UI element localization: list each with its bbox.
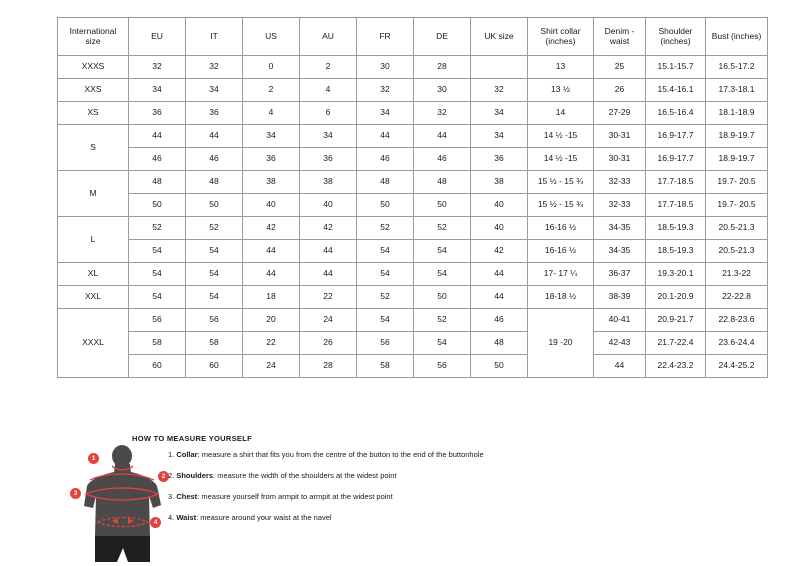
instruction-number: 2 xyxy=(168,471,173,480)
cell-international-size: XS xyxy=(58,102,129,125)
cell: 32-33 xyxy=(594,194,646,217)
cell: 22.8-23.6 xyxy=(706,309,768,332)
column-header-us: US xyxy=(243,18,300,56)
cell: 44 xyxy=(186,125,243,148)
cell: 46 xyxy=(129,148,186,171)
column-header-shoulder: Shoulder (inches) xyxy=(646,18,706,56)
cell: 36 xyxy=(243,148,300,171)
column-header-bust: Bust (inches) xyxy=(706,18,768,56)
cell: 24 xyxy=(300,309,357,332)
cell: 26 xyxy=(300,332,357,355)
cell: 18 xyxy=(243,286,300,309)
column-header-uk-size: UK size xyxy=(471,18,528,56)
cell: 20.9-21.7 xyxy=(646,309,706,332)
cell: 16-16 ½ xyxy=(528,240,594,263)
instruction-text: : measure yourself from armpit to armpit at the widest point xyxy=(197,492,393,501)
table-row xyxy=(58,148,768,171)
cell: 19 -20 xyxy=(528,309,594,378)
column-header-eu: EU xyxy=(129,18,186,56)
cell: 44 xyxy=(471,286,528,309)
cell: 18.9-19.7 xyxy=(706,125,768,148)
column-header-fr: FR xyxy=(357,18,414,56)
instruction-label: Collar xyxy=(176,450,198,459)
cell: 50 xyxy=(471,355,528,378)
cell: 2 xyxy=(243,79,300,102)
column-header-shirt-collar: Shirt collar (inches) xyxy=(528,18,594,56)
cell: 44 xyxy=(243,263,300,286)
cell: 17.7-18.5 xyxy=(646,171,706,194)
cell: 38 xyxy=(243,171,300,194)
cell: 34 xyxy=(471,102,528,125)
cell: 56 xyxy=(186,309,243,332)
cell: 54 xyxy=(186,263,243,286)
cell: 52 xyxy=(129,217,186,240)
cell: 18.1-18.9 xyxy=(706,102,768,125)
cell: 42 xyxy=(471,240,528,263)
cell: 20.1-20.9 xyxy=(646,286,706,309)
cell: 34 xyxy=(243,125,300,148)
cell: 44 xyxy=(414,125,471,148)
size-table xyxy=(57,17,768,378)
cell: 42 xyxy=(243,217,300,240)
instruction-text: : measure around your waist at the navel xyxy=(196,513,332,522)
cell: 17.3-18.1 xyxy=(706,79,768,102)
cell: 15.4-16.1 xyxy=(646,79,706,102)
cell: 38-39 xyxy=(594,286,646,309)
table-row xyxy=(58,56,768,79)
cell: 22 xyxy=(243,332,300,355)
cell: 54 xyxy=(186,286,243,309)
cell: 36 xyxy=(300,148,357,171)
table-row xyxy=(58,79,768,102)
cell-international-size: XXXS xyxy=(58,56,129,79)
cell: 34 xyxy=(357,102,414,125)
cell xyxy=(471,56,528,79)
cell-international-size: L xyxy=(58,217,129,263)
cell: 4 xyxy=(300,79,357,102)
cell: 36 xyxy=(186,102,243,125)
cell: 44 xyxy=(594,355,646,378)
cell: 16.5-17.2 xyxy=(706,56,768,79)
instruction-line: 4. Waist: measure around your waist at the navel xyxy=(168,513,332,522)
cell: 15 ½ - 15 ¾ xyxy=(528,194,594,217)
cell: 56 xyxy=(129,309,186,332)
cell: 54 xyxy=(129,240,186,263)
cell: 25 xyxy=(594,56,646,79)
cell: 50 xyxy=(186,194,243,217)
cell: 54 xyxy=(414,263,471,286)
column-header-international-size: International size xyxy=(58,18,129,56)
cell: 40-41 xyxy=(594,309,646,332)
cell: 19.7- 20.5 xyxy=(706,194,768,217)
cell: 24.4-25.2 xyxy=(706,355,768,378)
cell: 48 xyxy=(186,171,243,194)
cell: 32 xyxy=(471,79,528,102)
cell-international-size: M xyxy=(58,171,129,217)
cell: 58 xyxy=(186,332,243,355)
cell: 52 xyxy=(357,217,414,240)
cell: 30-31 xyxy=(594,125,646,148)
cell: 16.9-17.7 xyxy=(646,148,706,171)
table-row xyxy=(58,332,768,355)
cell: 54 xyxy=(414,332,471,355)
cell: 44 xyxy=(471,263,528,286)
cell: 20.5-21.3 xyxy=(706,217,768,240)
cell: 15 ½ - 15 ¾ xyxy=(528,171,594,194)
cell: 46 xyxy=(186,148,243,171)
cell: 26 xyxy=(594,79,646,102)
instruction-line: 2. Shoulders: measure the width of the shoulders at the widest point xyxy=(168,471,397,480)
cell: 42 xyxy=(300,217,357,240)
cell: 38 xyxy=(300,171,357,194)
cell: 36 xyxy=(129,102,186,125)
cell: 48 xyxy=(357,171,414,194)
cell: 54 xyxy=(414,240,471,263)
cell: 34 xyxy=(186,79,243,102)
cell: 14 ½ -15 xyxy=(528,125,594,148)
cell: 16.5-16.4 xyxy=(646,102,706,125)
cell: 52 xyxy=(186,217,243,240)
cell: 48 xyxy=(129,171,186,194)
cell: 16.9-17.7 xyxy=(646,125,706,148)
cell: 52 xyxy=(414,217,471,240)
cell: 46 xyxy=(471,309,528,332)
cell: 21.7-22.4 xyxy=(646,332,706,355)
table-row xyxy=(58,217,768,240)
instruction-label: Waist xyxy=(176,513,197,522)
cell: 60 xyxy=(186,355,243,378)
marker-4: 4 xyxy=(150,517,161,528)
cell: 18.9-19.7 xyxy=(706,148,768,171)
cell: 22.4-23.2 xyxy=(646,355,706,378)
cell: 60 xyxy=(129,355,186,378)
cell: 48 xyxy=(471,332,528,355)
table-row xyxy=(58,355,768,378)
cell: 36 xyxy=(471,148,528,171)
instruction-number: 3 xyxy=(168,492,173,501)
table-body xyxy=(58,56,768,378)
cell: 40 xyxy=(471,194,528,217)
cell: 52 xyxy=(357,286,414,309)
instruction-label: Chest xyxy=(176,492,198,501)
cell: 28 xyxy=(414,56,471,79)
table-row xyxy=(58,263,768,286)
cell: 40 xyxy=(300,194,357,217)
cell: 34 xyxy=(300,125,357,148)
cell: 13 xyxy=(528,56,594,79)
table-header-row xyxy=(58,18,768,56)
marker-2: 2 xyxy=(158,471,169,482)
cell: 0 xyxy=(243,56,300,79)
instruction-line: 1. Collar: measure a shirt that fits you from the centre of the button to the end of the buttonhole xyxy=(168,450,484,459)
table-row xyxy=(58,240,768,263)
cell-international-size: XXXL xyxy=(58,309,129,378)
cell: 50 xyxy=(129,194,186,217)
column-header-denim-waist: Denim - waist xyxy=(594,18,646,56)
table-header xyxy=(58,18,768,56)
cell: 6 xyxy=(300,102,357,125)
measure-instructions xyxy=(168,450,598,534)
cell: 17.7-18.5 xyxy=(646,194,706,217)
cell: 18-18 ½ xyxy=(528,286,594,309)
cell: 19.7- 20.5 xyxy=(706,171,768,194)
cell: 14 ½ -15 xyxy=(528,148,594,171)
cell: 52 xyxy=(414,309,471,332)
cell: 13 ½ xyxy=(528,79,594,102)
cell: 34 xyxy=(129,79,186,102)
cell: 54 xyxy=(129,263,186,286)
table-row xyxy=(58,102,768,125)
cell: 19.3-20.1 xyxy=(646,263,706,286)
column-header-au: AU xyxy=(300,18,357,56)
cell: 44 xyxy=(129,125,186,148)
cell-international-size: S xyxy=(58,125,129,171)
column-header-it: IT xyxy=(186,18,243,56)
cell: 40 xyxy=(471,217,528,240)
cell: 22 xyxy=(300,286,357,309)
table-row xyxy=(58,309,768,332)
cell: 20 xyxy=(243,309,300,332)
cell: 2 xyxy=(300,56,357,79)
cell: 28 xyxy=(300,355,357,378)
cell: 34-35 xyxy=(594,217,646,240)
table-row xyxy=(58,194,768,217)
cell: 18.5-19.3 xyxy=(646,217,706,240)
cell: 22-22.8 xyxy=(706,286,768,309)
instruction-number: 1 xyxy=(168,450,173,459)
cell: 58 xyxy=(357,355,414,378)
cell: 50 xyxy=(414,286,471,309)
cell: 44 xyxy=(300,240,357,263)
cell: 50 xyxy=(414,194,471,217)
cell: 32 xyxy=(186,56,243,79)
cell: 54 xyxy=(357,240,414,263)
cell: 40 xyxy=(243,194,300,217)
cell: 18.5-19.3 xyxy=(646,240,706,263)
cell: 16-16 ½ xyxy=(528,217,594,240)
cell: 32 xyxy=(129,56,186,79)
cell: 54 xyxy=(186,240,243,263)
cell: 42-43 xyxy=(594,332,646,355)
cell: 20.5-21.3 xyxy=(706,240,768,263)
cell-international-size: XL xyxy=(58,263,129,286)
cell: 54 xyxy=(129,286,186,309)
cell: 30 xyxy=(414,79,471,102)
cell: 44 xyxy=(300,263,357,286)
instruction-line: 3. Chest: measure yourself from armpit to armpit at the widest point xyxy=(168,492,393,501)
cell-international-size: XXS xyxy=(58,79,129,102)
cell: 17- 17 ¼ xyxy=(528,263,594,286)
cell: 46 xyxy=(414,148,471,171)
cell: 30-31 xyxy=(594,148,646,171)
cell: 14 xyxy=(528,102,594,125)
cell: 32 xyxy=(357,79,414,102)
cell: 58 xyxy=(129,332,186,355)
cell: 36-37 xyxy=(594,263,646,286)
table-row xyxy=(58,171,768,194)
table-row xyxy=(58,286,768,309)
cell: 54 xyxy=(357,309,414,332)
cell: 32 xyxy=(414,102,471,125)
cell: 44 xyxy=(357,125,414,148)
marker-1: 1 xyxy=(88,453,99,464)
instruction-number: 4 xyxy=(168,513,173,522)
cell: 34 xyxy=(471,125,528,148)
marker-3: 3 xyxy=(70,488,81,499)
cell: 27-29 xyxy=(594,102,646,125)
cell: 38 xyxy=(471,171,528,194)
cell: 50 xyxy=(357,194,414,217)
cell: 48 xyxy=(414,171,471,194)
cell: 21.3-22 xyxy=(706,263,768,286)
table-row xyxy=(58,125,768,148)
instruction-text: : measure a shirt that fits you from the centre of the button to the end of the buttonhole xyxy=(197,450,484,459)
cell: 32-33 xyxy=(594,171,646,194)
cell: 34-35 xyxy=(594,240,646,263)
cell: 56 xyxy=(357,332,414,355)
cell: 23.6-24.4 xyxy=(706,332,768,355)
cell: 4 xyxy=(243,102,300,125)
cell-international-size: XXL xyxy=(58,286,129,309)
cell: 30 xyxy=(357,56,414,79)
how-to-measure-title: HOW TO MEASURE YOURSELF xyxy=(132,434,252,443)
cell: 44 xyxy=(243,240,300,263)
instruction-label: Shoulders xyxy=(176,471,214,480)
column-header-de: DE xyxy=(414,18,471,56)
cell: 15.1-15.7 xyxy=(646,56,706,79)
cell: 46 xyxy=(357,148,414,171)
cell: 56 xyxy=(414,355,471,378)
cell: 24 xyxy=(243,355,300,378)
instruction-text: : measure the width of the shoulders at the widest point xyxy=(213,471,397,480)
cell: 54 xyxy=(357,263,414,286)
